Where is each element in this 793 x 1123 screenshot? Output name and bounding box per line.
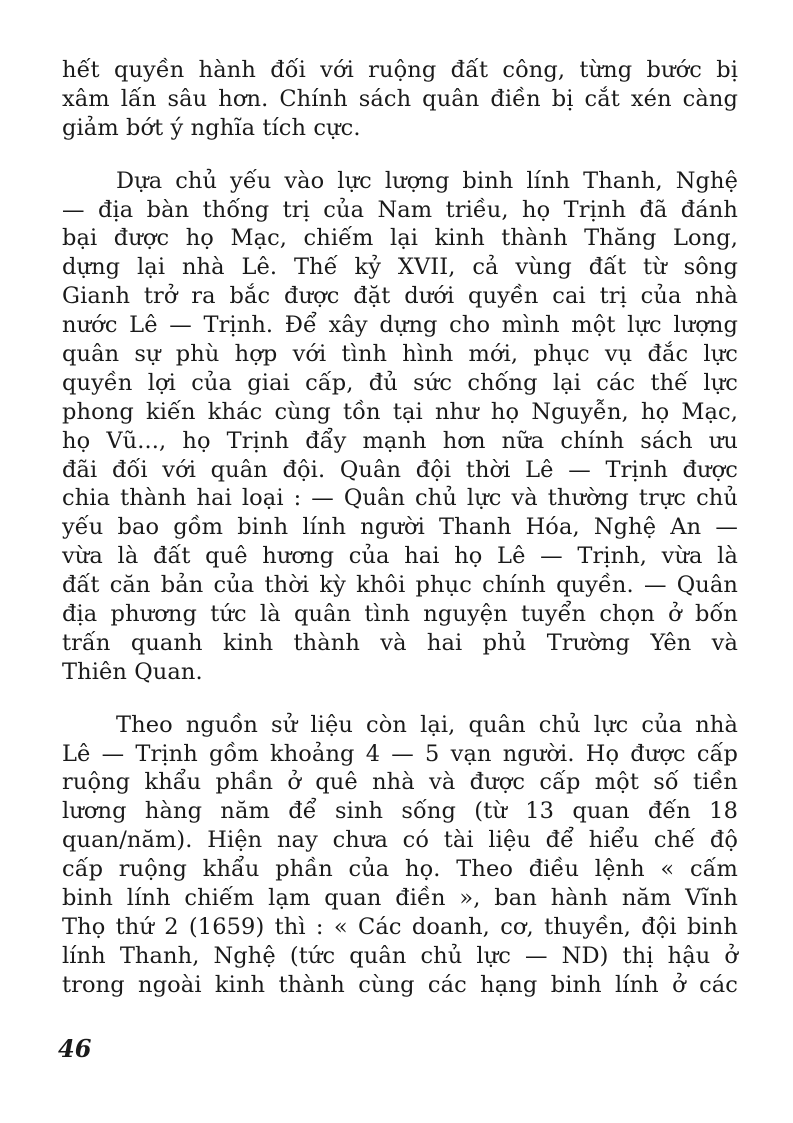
text-line: nước Lê — Trịnh. Để xây dựng cho mình một lực lượng [62, 312, 738, 339]
text-line: bại được họ Mạc, chiếm lại kinh thành Thăng Long, [62, 225, 738, 252]
paragraph-2 [62, 167, 738, 687]
text-line: quan/năm). Hiện nay chưa có tài liệu để hiểu chế độ [62, 827, 738, 854]
paragraph-spacer [62, 143, 738, 167]
text-line: giảm bớt ý nghĩa tích cực. [62, 114, 361, 141]
paragraph-3 [62, 711, 738, 1000]
text-line: binh lính chiếm lạm quan điền », ban hành năm Vĩnh [62, 885, 738, 912]
text-line: Thọ thứ 2 (1659) thì : « Các doanh, cơ, thuyền, đội binh [62, 913, 738, 940]
text-line: lính Thanh, Nghệ (tức quân chủ lực — ND) thị hậu ở [62, 942, 738, 969]
text-line: quyền lợi của giai cấp, đủ sức chống lại các thế lực [62, 369, 738, 396]
text-line: yếu bao gồm binh lính người Thanh Hóa, Nghệ An — [62, 514, 738, 541]
text-line: phong kiến khác cùng tồn tại như họ Nguyễn, họ Mạc, [62, 398, 738, 425]
paragraph-1 [62, 56, 738, 143]
text-line: đất căn bản của thời kỳ khôi phục chính quyền. — Quân [62, 572, 738, 599]
text-line: Thiên Quan. [62, 658, 203, 685]
paragraph-spacer [62, 687, 738, 711]
text-line: chia thành hai loại : — Quân chủ lực và thường trực chủ [62, 485, 738, 512]
text-line: vừa là đất quê hương của hai họ Lê — Trịnh, vừa là [62, 543, 738, 570]
text-line: cấp ruộng khẩu phần của họ. Theo điều lệnh « cấm [62, 856, 738, 883]
text-line: ruộng khẩu phần ở quê nhà và được cấp một số tiền [62, 769, 738, 796]
text-line: quân sự phù hợp với tình hình mới, phục vụ đắc lực [62, 341, 738, 368]
text-line: đãi đối với quân đội. Quân đội thời Lê — Trịnh được [62, 456, 738, 483]
page-number: 46 [58, 1034, 92, 1063]
text-line: Theo nguồn sử liệu còn lại, quân chủ lực của nhà [116, 711, 738, 738]
text-line: trấn quanh kinh thành và hai phủ Trường Yên và [62, 629, 738, 656]
text-line: họ Vũ..., họ Trịnh đẩy mạnh hơn nữa chính sách ưu [62, 427, 738, 454]
text-line: lương hàng năm để sinh sống (từ 13 quan đến 18 [62, 798, 738, 825]
text-line: trong ngoài kinh thành cùng các hạng binh lính ở các [62, 971, 738, 998]
text-line: Gianh trở ra bắc được đặt dưới quyền cai trị của nhà [62, 283, 738, 310]
book-page-body [62, 56, 738, 1000]
text-line: hết quyền hành đối với ruộng đất công, từng bước bị [62, 57, 738, 83]
text-line: Dựa chủ yếu vào lực lượng binh lính Thanh, Nghệ [116, 167, 738, 194]
text-line: dựng lại nhà Lê. Thế kỷ XVII, cả vùng đất từ sông [62, 254, 738, 281]
text-line: Lê — Trịnh gồm khoảng 4 — 5 vạn người. Họ được cấp [62, 740, 738, 767]
text-line: xâm lấn sâu hơn. Chính sách quân điền bị cắt xén càng [62, 85, 738, 112]
text-line: — địa bàn thống trị của Nam triều, họ Trịnh đã đánh [62, 196, 738, 223]
text-line: địa phương tức là quân tình nguyện tuyển chọn ở bốn [62, 601, 738, 628]
